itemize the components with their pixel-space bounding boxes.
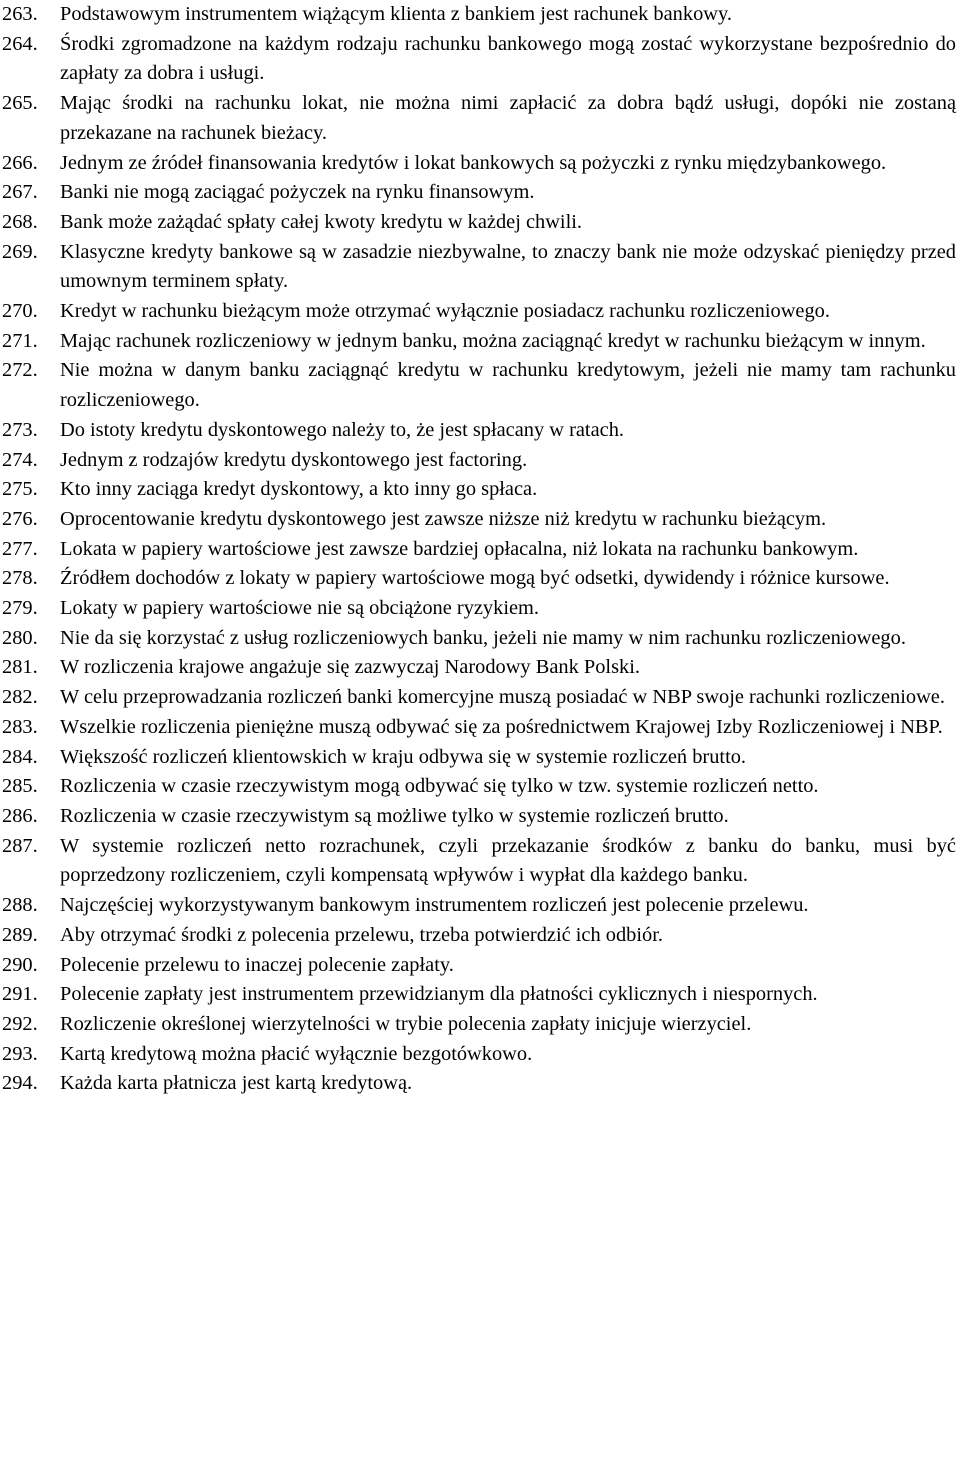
item-text: Oprocentowanie kredytu dyskontowego jest zawsze niższe niż kredytu w rachunku bieżącym. [60,507,827,530]
list-item [0,178,960,208]
item-number: 269. [2,240,38,263]
item-text: Polecenie zapłaty jest instrumentem przewidzianym dla płatności cyklicznych i niespornych. [60,983,818,1006]
item-number: 292. [2,1012,38,1035]
item-number: 270. [2,300,38,323]
item-number: 276. [2,507,38,530]
item-number: 294. [2,1072,38,1095]
item-text: Mając rachunek rozliczeniowy w jednym banku, można zaciągnąć kredyt w rachunku bieżącym w innym. [60,329,926,352]
item-number: 290. [2,953,38,976]
item-number: 280. [2,626,38,649]
item-number: 273. [2,418,38,441]
item-text: Aby otrzymać środki z polecenia przelewu, trzeba potwierdzić ich odbiór. [60,923,663,946]
item-text: Jednym ze źródeł finansowania kredytów i lokat bankowych są pożyczki z rynku międzybankowego. [60,151,887,174]
list-item [0,564,960,594]
item-text: Podstawowym instrumentem wiążącym klienta z bankiem jest rachunek bankowy. [60,3,732,25]
item-number: 278. [2,567,38,590]
item-text: Polecenie przelewu to inaczej polecenie zapłaty. [60,953,454,976]
list-item [0,356,960,415]
item-text: Kredyt w rachunku bieżącym może otrzymać wyłącznie posiadacz rachunku rozliczeniowego. [60,300,830,323]
item-number: 266. [2,151,38,174]
list-item [0,772,960,802]
item-text: Lokaty w papiery wartościowe nie są obciążone ryzykiem. [60,597,540,620]
item-text: Środki zgromadzone na każdym rodzaju rachunku bankowego mogą zostać wykorzystane bezpośrednio do zapłaty za dobra i usługi. [60,32,956,85]
item-text: W celu przeprowadzania rozliczeń banki komercyjne muszą posiadać w NBP swoje rachunki rozliczeniowe. [60,686,945,709]
item-number: 271. [2,329,38,352]
list-item [0,921,960,951]
item-text: Wszelkie rozliczenia pieniężne muszą odbywać się za pośrednictwem Krajowej Izby Rozliczeniowej i NBP. [60,715,943,738]
list-item [0,743,960,773]
item-number: 282. [2,686,38,709]
item-number: 267. [2,181,38,204]
list-item [0,446,960,476]
item-number: 274. [2,448,38,471]
list-item [0,802,960,832]
list-item [0,1069,960,1099]
item-text: W rozliczenia krajowe angażuje się zazwyczaj Narodowy Bank Polski. [60,656,640,679]
item-text: Rozliczenie określonej wierzytelności w trybie polecenia zapłaty inicjuje wierzyciel. [60,1012,752,1035]
item-text: Mając środki na rachunku lokat, nie można nimi zapłacić za dobra bądź usługi, dopóki nie zostaną przekazane na rachunek bieżacy. [60,92,956,144]
item-number: 275. [2,478,38,501]
list-item [0,297,960,327]
item-text: Klasyczne kredyty bankowe są w zasadzie niezbywalne, to znaczy bank nie może odzyskać pieniędzy przed umownym terminem spłaty. [60,240,956,293]
list-item [0,416,960,446]
item-text: Lokata w papiery wartościowe jest zawsze bardziej opłacalna, niż lokata na rachunku bankowym. [60,537,859,560]
list-item [0,0,960,30]
list-item [0,980,960,1010]
item-text: W systemie rozliczeń netto rozrachunek, czyli przekazanie środków z banku do banku, musi być poprzedzony rozliczeniem, czyli kompensatą wpływów i wypłat dla każdego banku. [60,834,956,887]
item-number: 285. [2,775,38,798]
list-item [0,238,960,297]
item-number: 268. [2,210,38,233]
item-number: 288. [2,894,38,917]
list-item [0,30,960,89]
list-item [0,1010,960,1040]
item-number: 291. [2,983,38,1006]
item-number: 265. [2,92,38,115]
list-item [0,713,960,743]
item-number: 279. [2,597,38,620]
list-item [0,891,960,921]
item-number: 281. [2,656,38,679]
item-text: Kartą kredytową można płacić wyłącznie bezgotówkowo. [60,1042,533,1065]
item-number: 263. [2,3,38,25]
item-number: 277. [2,537,38,560]
list-item [0,149,960,179]
list-item [0,1040,960,1070]
item-text: Bank może zażądać spłaty całej kwoty kredytu w każdej chwili. [60,210,583,233]
item-number: 286. [2,804,38,827]
list-item [0,327,960,357]
item-text: Nie da się korzystać z usług rozliczeniowych banku, jeżeli nie mamy w nim rachunku rozliczeniowego. [60,626,906,649]
item-number: 283. [2,715,38,738]
item-text: Większość rozliczeń klientowskich w kraju odbywa się w systemie rozliczeń brutto. [60,745,747,768]
item-number: 284. [2,745,38,768]
list-item [0,475,960,505]
item-text: Nie można w danym banku zaciągnąć kredytu w rachunku kredytowym, jeżeli nie mamy tam rachunku rozliczeniowego. [60,359,956,412]
list-item [0,951,960,981]
item-number: 287. [2,834,38,857]
item-text: Każda karta płatnicza jest kartą kredytową. [60,1072,413,1095]
list-item [0,505,960,535]
item-number: 289. [2,923,38,946]
list-item [0,832,960,891]
list-item [0,535,960,565]
item-text: Najczęściej wykorzystywanym bankowym instrumentem rozliczeń jest polecenie przelewu. [60,894,809,917]
item-text: Banki nie mogą zaciągać pożyczek na rynku finansowym. [60,181,535,204]
item-number: 293. [2,1042,38,1065]
item-number: 272. [2,359,38,382]
item-text: Do istoty kredytu dyskontowego należy to, że jest spłacany w ratach. [60,418,624,441]
item-text: Jednym z rodzajów kredytu dyskontowego jest factoring. [60,448,528,471]
item-text: Rozliczenia w czasie rzeczywistym są możliwe tylko w systemie rozliczeń brutto. [60,804,729,827]
item-number: 264. [2,32,38,55]
list-item [0,653,960,683]
item-text: Kto inny zaciąga kredyt dyskontowy, a kto inny go spłaca. [60,478,538,501]
list-item [0,683,960,713]
item-text: Rozliczenia w czasie rzeczywistym mogą odbywać się tylko w tzw. systemie rozliczeń netto. [60,775,819,798]
list-item [0,89,960,148]
list-item [0,208,960,238]
list-item [0,624,960,654]
item-text: Źródłem dochodów z lokaty w papiery wartościowe mogą być odsetki, dywidendy i różnice kursowe. [60,567,890,590]
list-item [0,594,960,624]
